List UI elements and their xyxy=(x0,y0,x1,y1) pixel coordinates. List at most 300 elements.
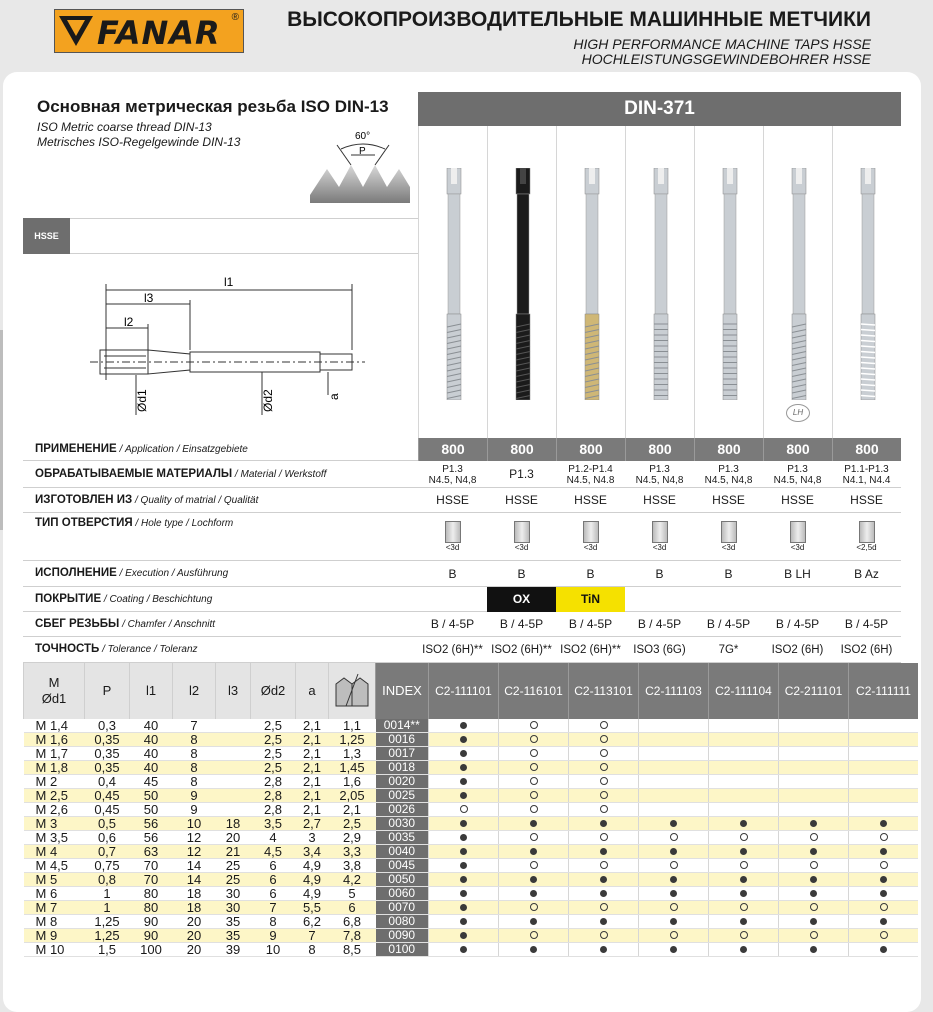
available-icon xyxy=(460,834,467,841)
table-row xyxy=(24,915,919,929)
availability-cell xyxy=(849,859,919,873)
available-icon xyxy=(810,918,817,925)
available-icon xyxy=(670,876,677,883)
thread-profile-icon xyxy=(305,125,415,205)
table-cell: 1,3 xyxy=(329,747,376,761)
table-row xyxy=(24,747,919,761)
table-cell: M 8 xyxy=(24,915,85,929)
availability-cell xyxy=(779,803,849,817)
on-request-icon xyxy=(530,777,538,785)
table-row xyxy=(24,901,919,915)
table-cell: 0,5 xyxy=(85,817,130,831)
property-label-translation: / Tolerance / Toleranz xyxy=(99,644,198,655)
property-label-translation: / Material / Werkstoff xyxy=(232,468,327,480)
tap-image xyxy=(581,168,603,400)
table-cell: 2,1 xyxy=(296,803,329,817)
availability-cell xyxy=(429,887,499,901)
brand-name: FANAR xyxy=(97,14,221,52)
availability-cell xyxy=(639,943,709,957)
availability-cell xyxy=(429,761,499,775)
product-column xyxy=(694,126,764,438)
available-icon xyxy=(740,848,747,855)
available-icon xyxy=(740,918,747,925)
availability-cell xyxy=(429,915,499,929)
sizes-table xyxy=(23,663,918,957)
availability-cell xyxy=(499,789,569,803)
table-cell: 8,5 xyxy=(329,943,376,957)
availability-cell xyxy=(569,803,639,817)
table-cell: 4,9 xyxy=(296,887,329,901)
on-request-icon xyxy=(810,931,818,939)
on-request-icon xyxy=(600,763,608,771)
table-cell: 80 xyxy=(130,887,173,901)
availability-cell xyxy=(709,733,779,747)
property-value: B Az xyxy=(854,567,879,581)
availability-cell xyxy=(709,943,779,957)
property-value: ISO2 (6H)** xyxy=(422,644,483,656)
property-label-ru: ПОКРЫТИЕ xyxy=(35,592,102,605)
property-value: ISO3 (6G) xyxy=(633,644,686,656)
availability-cell xyxy=(849,733,919,747)
product-column xyxy=(832,126,902,438)
availability-cell xyxy=(429,943,499,957)
dim-d1: Ød1 xyxy=(135,389,149,412)
on-request-icon xyxy=(600,805,608,813)
availability-cell xyxy=(709,845,779,859)
index-cell: 0100 xyxy=(376,943,429,957)
property-row xyxy=(23,488,901,513)
property-label-translation: / Application / Einsatzgebiete xyxy=(116,443,248,455)
hole-type-icon xyxy=(859,521,875,543)
availability-cell xyxy=(429,789,499,803)
table-cell: 80 xyxy=(130,901,173,915)
page-header xyxy=(0,0,933,72)
table-cell: 1 xyxy=(85,901,130,915)
table-cell: 40 xyxy=(130,761,173,775)
on-request-icon xyxy=(600,791,608,799)
available-icon xyxy=(740,890,747,897)
property-value: B xyxy=(586,567,595,581)
table-cell: 1,25 xyxy=(85,929,130,943)
available-icon xyxy=(460,876,467,883)
index-cell: 0035 xyxy=(376,831,429,845)
product-column xyxy=(625,126,695,438)
table-cell: 90 xyxy=(130,915,173,929)
available-icon xyxy=(460,750,467,757)
table-cell: 6 xyxy=(251,887,296,901)
product-column xyxy=(418,126,488,438)
table-row xyxy=(24,775,919,789)
available-icon xyxy=(880,918,887,925)
availability-cell xyxy=(639,803,709,817)
table-row xyxy=(24,873,919,887)
available-icon xyxy=(810,946,817,953)
index-cell: 0045 xyxy=(376,859,429,873)
available-icon xyxy=(460,946,467,953)
hole-type-label: <3d xyxy=(445,543,460,552)
property-value: P1.3 xyxy=(509,467,534,481)
tap-image xyxy=(512,168,534,400)
table-cell: 9 xyxy=(173,789,216,803)
available-icon xyxy=(670,890,677,897)
angle-label: 60° xyxy=(355,131,371,142)
table-row xyxy=(24,719,919,733)
table-cell: 2,8 xyxy=(251,775,296,789)
availability-cell xyxy=(569,761,639,775)
table-cell: M 2,6 xyxy=(24,803,85,817)
property-label xyxy=(35,643,198,655)
availability-cell xyxy=(849,929,919,943)
availability-cell xyxy=(709,817,779,831)
on-request-icon xyxy=(880,903,888,911)
availability-cell xyxy=(429,929,499,943)
table-header: Ød2 xyxy=(251,663,296,719)
on-request-icon xyxy=(670,861,678,869)
availability-cell xyxy=(639,901,709,915)
table-cell: 3,5 xyxy=(251,817,296,831)
property-label xyxy=(35,443,248,455)
table-cell: M 1,6 xyxy=(24,733,85,747)
availability-cell xyxy=(569,831,639,845)
table-cell xyxy=(216,719,251,733)
table-cell: 0,75 xyxy=(85,859,130,873)
property-value: HSSE xyxy=(643,493,676,507)
availability-cell xyxy=(499,887,569,901)
available-icon xyxy=(670,946,677,953)
availability-cell xyxy=(429,747,499,761)
property-label-ru: ИЗГОТОВЛЕН ИЗ xyxy=(35,493,133,506)
available-icon xyxy=(530,946,537,953)
on-request-icon xyxy=(530,903,538,911)
brand-logo xyxy=(54,9,244,53)
table-cell: 70 xyxy=(130,859,173,873)
available-icon xyxy=(530,876,537,883)
availability-cell xyxy=(429,859,499,873)
availability-cell xyxy=(429,901,499,915)
availability-cell xyxy=(709,831,779,845)
table-cell: 50 xyxy=(130,789,173,803)
hole-type-icon xyxy=(721,521,737,543)
table-cell: 8 xyxy=(173,747,216,761)
hole-type-label: <3d xyxy=(721,543,736,552)
availability-cell xyxy=(849,943,919,957)
product-column xyxy=(487,126,557,438)
availability-cell xyxy=(639,775,709,789)
on-request-icon xyxy=(530,721,538,729)
on-request-icon xyxy=(530,805,538,813)
available-icon xyxy=(740,946,747,953)
table-cell: 0,6 xyxy=(85,831,130,845)
table-row xyxy=(24,789,919,803)
logo-mark-icon xyxy=(59,16,93,48)
table-cell: 1,5 xyxy=(85,943,130,957)
on-request-icon xyxy=(530,861,538,869)
property-label xyxy=(35,468,326,480)
availability-cell xyxy=(709,761,779,775)
on-request-icon xyxy=(670,903,678,911)
table-cell: 2,5 xyxy=(251,719,296,733)
thread-depth-icon xyxy=(329,663,376,719)
table-cell: M 9 xyxy=(24,929,85,943)
available-icon xyxy=(880,946,887,953)
section-title-de: Metrisches ISO-Regelgewinde DIN-13 xyxy=(37,135,241,149)
property-value: TiN xyxy=(556,587,625,612)
availability-cell xyxy=(849,887,919,901)
property-value: B / 4-5P xyxy=(430,617,475,631)
available-icon xyxy=(460,918,467,925)
on-request-icon xyxy=(530,749,538,757)
availability-cell xyxy=(849,803,919,817)
table-cell: 1,45 xyxy=(329,761,376,775)
table-cell: 20 xyxy=(173,915,216,929)
availability-cell xyxy=(639,789,709,803)
availability-cell xyxy=(779,929,849,943)
hole-type-label: <3d xyxy=(652,543,667,552)
on-request-icon xyxy=(530,763,538,771)
index-cell: 0060 xyxy=(376,887,429,901)
property-value: P1.2-P1.4 N4.5, N4.8 xyxy=(566,464,615,486)
product-code: C2-111103 xyxy=(639,663,709,719)
availability-cell xyxy=(709,901,779,915)
table-cell: 7 xyxy=(173,719,216,733)
availability-cell xyxy=(779,887,849,901)
property-value: B xyxy=(724,567,733,581)
available-icon xyxy=(460,904,467,911)
table-cell: 12 xyxy=(173,831,216,845)
availability-cell xyxy=(639,887,709,901)
tap-dimension-drawing xyxy=(90,270,370,430)
table-cell: M 1,7 xyxy=(24,747,85,761)
property-row xyxy=(23,513,901,561)
availability-cell xyxy=(849,901,919,915)
property-row xyxy=(23,438,901,461)
available-icon xyxy=(600,918,607,925)
property-label xyxy=(35,517,233,529)
on-request-icon xyxy=(670,931,678,939)
property-value: HSSE xyxy=(574,493,607,507)
availability-cell xyxy=(779,747,849,761)
table-cell: 18 xyxy=(173,887,216,901)
property-value: ISO2 (6H) xyxy=(771,644,824,656)
table-cell: 2,1 xyxy=(296,761,329,775)
property-value: B xyxy=(655,567,664,581)
available-icon xyxy=(530,848,537,855)
available-icon xyxy=(670,918,677,925)
table-cell: 1,25 xyxy=(329,733,376,747)
table-cell: 3 xyxy=(296,831,329,845)
table-cell: 2,8 xyxy=(251,803,296,817)
availability-cell xyxy=(639,733,709,747)
index-cell: 0080 xyxy=(376,915,429,929)
property-value: 800 xyxy=(556,438,625,461)
property-value xyxy=(418,513,487,561)
available-icon xyxy=(460,778,467,785)
available-icon xyxy=(880,848,887,855)
availability-cell xyxy=(779,733,849,747)
availability-cell xyxy=(429,831,499,845)
availability-cell xyxy=(849,845,919,859)
table-cell: 6 xyxy=(251,859,296,873)
index-cell: 0040 xyxy=(376,845,429,859)
availability-cell xyxy=(569,789,639,803)
table-cell: 40 xyxy=(130,719,173,733)
property-value: ISO2 (6H) xyxy=(840,644,893,656)
table-cell: 0,3 xyxy=(85,719,130,733)
property-value: ISO2 (6H)** xyxy=(491,644,552,656)
table-cell: 2,1 xyxy=(296,747,329,761)
table-cell: 25 xyxy=(216,859,251,873)
table-cell: 8 xyxy=(173,733,216,747)
index-cell: 0016 xyxy=(376,733,429,747)
table-cell: 2,1 xyxy=(329,803,376,817)
availability-cell xyxy=(569,845,639,859)
property-row xyxy=(23,461,901,488)
on-request-icon xyxy=(600,735,608,743)
on-request-icon xyxy=(740,861,748,869)
product-code: C2-116101 xyxy=(499,663,569,719)
index-cell: 0026 xyxy=(376,803,429,817)
property-value xyxy=(625,513,694,561)
table-cell: M 7 xyxy=(24,901,85,915)
property-value: B xyxy=(448,567,457,581)
property-value: B / 4-5P xyxy=(499,617,544,631)
property-value: P1.3 N4.5, N4,8 xyxy=(635,464,684,486)
property-value: 800 xyxy=(625,438,694,461)
availability-cell xyxy=(569,887,639,901)
on-request-icon xyxy=(530,791,538,799)
property-label xyxy=(35,618,215,630)
table-cell: 14 xyxy=(173,859,216,873)
property-value: HSSE xyxy=(781,493,814,507)
availability-cell xyxy=(849,789,919,803)
availability-cell xyxy=(569,901,639,915)
availability-cell xyxy=(429,803,499,817)
index-cell: 0014** xyxy=(376,719,429,733)
availability-cell xyxy=(849,747,919,761)
available-icon xyxy=(460,792,467,799)
availability-cell xyxy=(639,859,709,873)
availability-cell xyxy=(499,775,569,789)
table-cell: 0,8 xyxy=(85,873,130,887)
left-edge xyxy=(0,330,3,530)
table-cell: 6 xyxy=(329,901,376,915)
property-value xyxy=(556,513,625,561)
table-cell: 4 xyxy=(251,831,296,845)
property-row xyxy=(23,637,901,663)
index-cell: 0070 xyxy=(376,901,429,915)
availability-cell xyxy=(779,873,849,887)
table-cell: M 2,5 xyxy=(24,789,85,803)
available-icon xyxy=(460,932,467,939)
table-cell xyxy=(216,761,251,775)
product-code: C2-111104 xyxy=(709,663,779,719)
section-title: Основная метрическая резьба ISO DIN-13 xyxy=(37,97,389,116)
availability-cell xyxy=(569,873,639,887)
available-icon xyxy=(600,876,607,883)
availability-cell xyxy=(849,831,919,845)
on-request-icon xyxy=(600,777,608,785)
index-cell: 0090 xyxy=(376,929,429,943)
availability-cell xyxy=(499,915,569,929)
property-label xyxy=(35,567,228,579)
table-cell xyxy=(216,775,251,789)
property-value: B xyxy=(517,567,526,581)
availability-cell xyxy=(779,775,849,789)
table-row xyxy=(24,887,919,901)
availability-cell xyxy=(849,915,919,929)
property-value xyxy=(487,513,556,561)
property-value xyxy=(832,513,901,561)
availability-cell xyxy=(499,733,569,747)
hole-type-icon xyxy=(445,521,461,543)
property-value: ISO2 (6H)** xyxy=(560,644,621,656)
availability-cell xyxy=(709,747,779,761)
availability-cell xyxy=(429,873,499,887)
available-icon xyxy=(460,820,467,827)
property-value: P1.3 N4.5, N4,8 xyxy=(428,464,477,486)
table-cell: 40 xyxy=(130,747,173,761)
on-request-icon xyxy=(600,833,608,841)
hole-type-label: <3d xyxy=(514,543,529,552)
table-cell: 8 xyxy=(296,943,329,957)
property-value: HSSE xyxy=(505,493,538,507)
available-icon xyxy=(460,736,467,743)
table-cell: 40 xyxy=(130,733,173,747)
available-icon xyxy=(600,820,607,827)
available-icon xyxy=(530,918,537,925)
table-cell: 25 xyxy=(216,873,251,887)
property-label-ru: ИСПОЛНЕНИЕ xyxy=(35,567,117,579)
property-row xyxy=(23,561,901,587)
property-value: P1.3 N4.5, N4,8 xyxy=(773,464,822,486)
table-cell: 2,1 xyxy=(296,719,329,733)
table-cell: 2,5 xyxy=(329,817,376,831)
property-value: 800 xyxy=(694,438,763,461)
on-request-icon xyxy=(460,805,468,813)
table-cell: 63 xyxy=(130,845,173,859)
on-request-icon xyxy=(530,931,538,939)
table-cell: 7 xyxy=(296,929,329,943)
property-label-translation: / Chamfer / Anschnitt xyxy=(119,618,216,630)
hole-type-icon xyxy=(652,521,668,543)
table-cell: 2,5 xyxy=(251,761,296,775)
tap-image xyxy=(719,168,741,400)
table-header: l3 xyxy=(216,663,251,719)
property-label-ru: ПРИМЕНЕНИЕ xyxy=(35,442,117,455)
table-cell: M 3,5 xyxy=(24,831,85,845)
available-icon xyxy=(530,890,537,897)
table-cell: M 1,8 xyxy=(24,761,85,775)
availability-cell xyxy=(499,817,569,831)
table-cell xyxy=(216,803,251,817)
table-cell: M 1,4 xyxy=(24,719,85,733)
availability-cell xyxy=(569,915,639,929)
table-row xyxy=(24,817,919,831)
page-title-en: HIGH PERFORMANCE MACHINE TAPS HSSE xyxy=(573,36,871,52)
on-request-icon xyxy=(530,735,538,743)
table-cell: 0,45 xyxy=(85,789,130,803)
property-value: 800 xyxy=(763,438,832,461)
table-cell: 2,7 xyxy=(296,817,329,831)
tap-image xyxy=(650,168,672,400)
table-cell: 1,1 xyxy=(329,719,376,733)
table-cell: 1 xyxy=(85,887,130,901)
property-label-translation: / Coating / Beschichtung xyxy=(101,593,213,605)
table-header: P xyxy=(85,663,130,719)
property-label xyxy=(35,494,258,506)
available-icon xyxy=(740,820,747,827)
available-icon xyxy=(810,890,817,897)
